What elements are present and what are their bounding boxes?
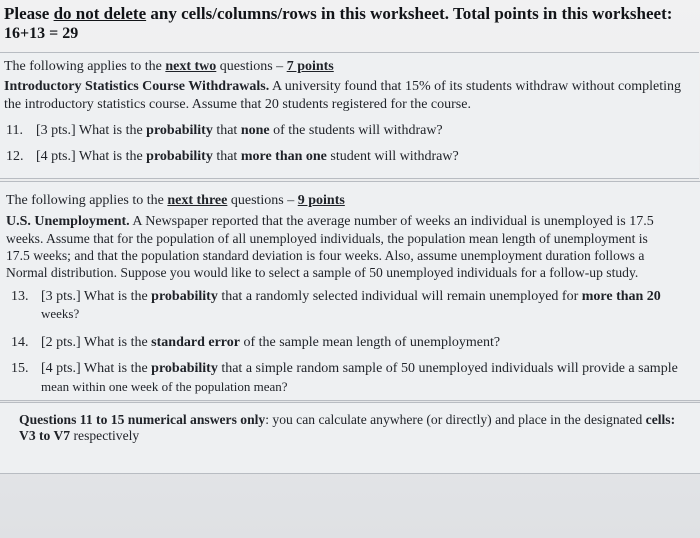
question-number: 11.: [6, 123, 23, 138]
header-line-2: 16+13 = 29: [4, 25, 79, 42]
question-text: student will withdraw?: [326, 149, 459, 164]
section-withdrawals: [0, 52, 699, 179]
problem-statement-line: [4, 78, 681, 95]
intro-emphasis: next three: [167, 193, 228, 208]
question-15: [11, 360, 678, 377]
question-emphasis: more than one: [240, 149, 327, 164]
intro-text: The following applies to the: [4, 59, 166, 74]
question-text: that a randomly selected individual will remain unemployed for: [217, 289, 582, 304]
question-emphasis: more than 20: [581, 289, 661, 304]
question-emphasis: probability: [146, 123, 213, 138]
question-number: 12.: [6, 149, 24, 164]
section-intro: [6, 192, 345, 209]
question-text: [4 pts.] What is the: [36, 149, 147, 164]
answer-instructions: [0, 402, 700, 474]
instructions-emphasis: cells:: [645, 412, 676, 427]
worksheet-header: [4, 4, 694, 44]
header-line-1: [4, 4, 694, 24]
section-intro: [4, 58, 334, 75]
question-text: that a simple random sample of 50 unemployed individuals will provide a sample: [217, 361, 678, 376]
question-13: [11, 288, 661, 305]
points-label: 7 points: [286, 59, 334, 74]
question-emphasis: probability: [146, 149, 213, 164]
points-label: 9 points: [297, 193, 345, 208]
question-number: 14.: [11, 335, 29, 350]
header-text: any cells/columns/rows in this worksheet. Total points in this worksheet:: [146, 4, 673, 23]
question-emphasis: none: [240, 123, 270, 138]
question-13-continuation: weeks?: [41, 306, 80, 321]
question-text: of the students will withdraw?: [269, 123, 443, 138]
problem-statement-line: [6, 213, 654, 230]
problem-statement-line: 17.5 weeks; and that the population standard deviation is four weeks. Also, assume unemployment duration follows a: [6, 248, 645, 263]
instructions-emphasis: Questions 11 to 15 numerical answers only: [19, 412, 266, 427]
question-emphasis: probability: [151, 361, 218, 376]
question-text: [2 pts.] What is the: [41, 335, 152, 350]
problem-title: Introductory Statistics Course Withdrawals.: [4, 79, 270, 94]
question-emphasis: standard error: [151, 335, 240, 350]
question-text: [3 pts.] What is the: [36, 123, 147, 138]
intro-text: The following applies to the: [6, 193, 168, 208]
problem-text: A Newspaper reported that the average number of weeks an individual is unemployed is 17.5: [129, 214, 654, 229]
problem-title: U.S. Unemployment.: [6, 214, 130, 229]
problem-statement-line: the introductory statistics course. Assume that 20 students registered for the course.: [4, 97, 471, 112]
question-14: [11, 334, 500, 351]
question-text: that: [212, 149, 241, 164]
instructions-text: : you can calculate anywhere (or directly) and place in the designated: [265, 412, 646, 427]
instructions-text: respectively: [70, 428, 140, 443]
problem-text: A university found that 15% of its students withdraw without completing: [269, 79, 682, 94]
instructions-line-1: [19, 411, 675, 428]
question-11: [6, 122, 443, 139]
question-12: [6, 148, 459, 165]
question-number: 13.: [11, 289, 29, 304]
question-text: [4 pts.] What is the: [41, 361, 152, 376]
header-emphasis: do not delete: [53, 4, 147, 23]
cell-range: V3 to V7: [19, 428, 71, 443]
instructions-line-2: [19, 427, 139, 444]
header-text: Please: [4, 4, 54, 23]
question-text: that: [212, 123, 241, 138]
intro-text: questions –: [216, 59, 287, 74]
question-15-continuation: mean within one week of the population mean?: [41, 379, 288, 394]
problem-statement-line: weeks. Assume that for the population of all unemployed individuals, the population mean length of unemployment is: [6, 231, 648, 246]
section-unemployment: [0, 181, 700, 401]
intro-text: questions –: [227, 193, 298, 208]
question-text: of the sample mean length of unemployment?: [239, 335, 501, 350]
intro-emphasis: next two: [165, 59, 217, 74]
question-emphasis: probability: [151, 289, 218, 304]
question-text: [3 pts.] What is the: [41, 289, 152, 304]
problem-statement-line: Normal distribution. Suppose you would like to select a sample of 50 unemployed individuals for a follow-up study.: [6, 265, 639, 280]
question-number: 15.: [11, 361, 29, 376]
